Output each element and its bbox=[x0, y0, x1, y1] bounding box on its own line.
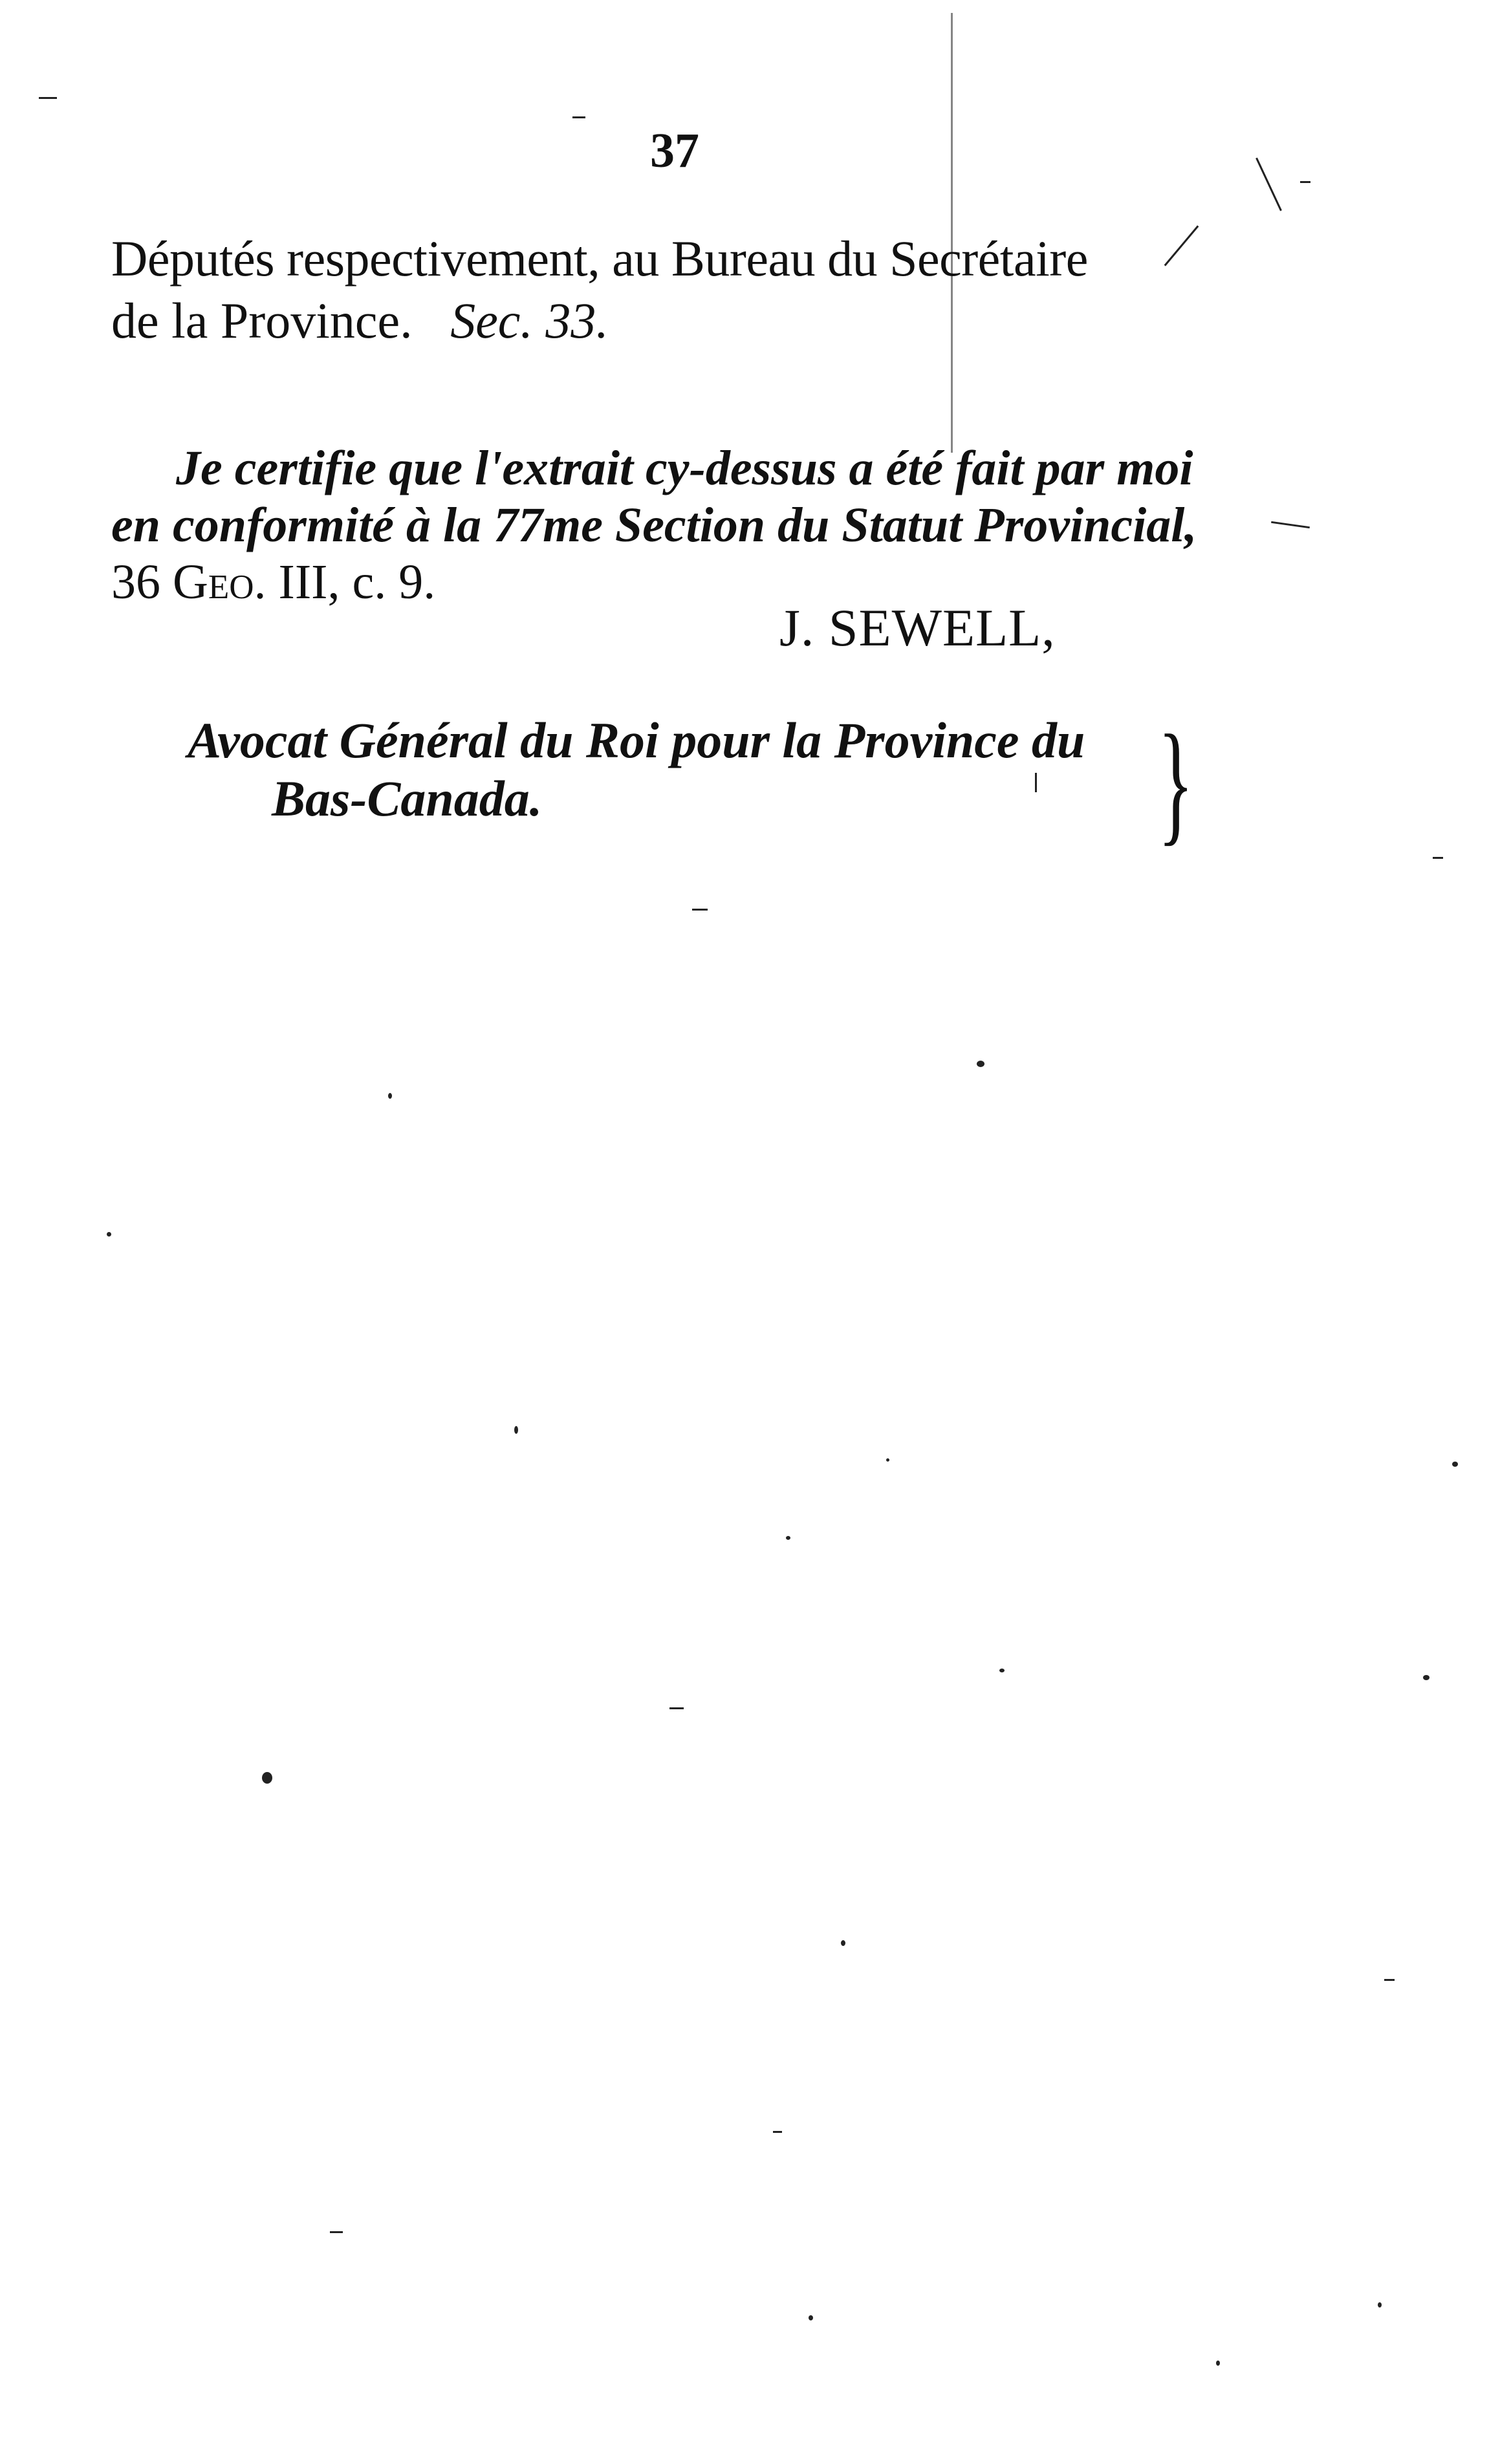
scan-mark bbox=[330, 2231, 343, 2233]
scan-mark bbox=[1256, 158, 1282, 211]
scan-mark bbox=[773, 2131, 782, 2133]
scan-speck bbox=[107, 1232, 111, 1237]
scan-speck bbox=[809, 2315, 813, 2320]
scan-speck bbox=[1216, 2361, 1220, 2366]
scan-speck bbox=[977, 1061, 984, 1067]
scan-mark bbox=[669, 1707, 684, 1709]
scan-speck bbox=[1423, 1675, 1429, 1680]
signatory-title-line-2: Bas-Canada. bbox=[272, 770, 543, 827]
certification-line-1: Je certifie que l'extrait cy-dessus a été fait par moi bbox=[176, 441, 1193, 495]
scan-speck bbox=[262, 1772, 272, 1784]
scan-speck bbox=[841, 1940, 845, 1946]
statute-chapter: . III, c. 9. bbox=[254, 555, 436, 609]
scan-mark bbox=[39, 97, 57, 99]
paragraph-line-2-text: de la Province. bbox=[111, 292, 413, 349]
scan-speck bbox=[388, 1093, 392, 1099]
scan-speck bbox=[886, 1458, 889, 1462]
paragraph-line-2 bbox=[111, 290, 1295, 352]
certification-line-3 bbox=[111, 554, 1327, 611]
section-reference: Sec. 33. bbox=[450, 292, 609, 349]
statute-reign: Geo bbox=[173, 555, 254, 609]
scan-speck bbox=[999, 1669, 1005, 1672]
scan-mark bbox=[1035, 773, 1037, 792]
scan-mark bbox=[1433, 857, 1443, 859]
signatory-title bbox=[188, 711, 1085, 828]
page-number: 37 bbox=[650, 124, 699, 178]
certification-paragraph bbox=[111, 440, 1327, 611]
scan-mark bbox=[1384, 1979, 1395, 1981]
scan-speck bbox=[1378, 2302, 1382, 2307]
scan-mark bbox=[692, 909, 708, 911]
paragraph-line-1: Députés respectivement, au Bureau du Secrétaire bbox=[111, 230, 1088, 286]
brace-glyph: } bbox=[1158, 708, 1194, 858]
paragraph-deputes bbox=[111, 228, 1295, 352]
scan-speck bbox=[786, 1536, 790, 1540]
certification-line-2: en conformité à la 77me Section du Statut Provincial, bbox=[111, 498, 1197, 552]
scan-speck bbox=[1452, 1462, 1458, 1467]
scan-mark bbox=[1300, 181, 1310, 183]
signatory-title-line-1: Avocat Général du Roi pour la Province du bbox=[188, 712, 1085, 768]
signature-name: J. SEWELL, bbox=[779, 598, 1056, 657]
scan-mark bbox=[572, 116, 585, 118]
scan-speck bbox=[514, 1426, 518, 1434]
statute-number: 36 bbox=[111, 555, 173, 609]
